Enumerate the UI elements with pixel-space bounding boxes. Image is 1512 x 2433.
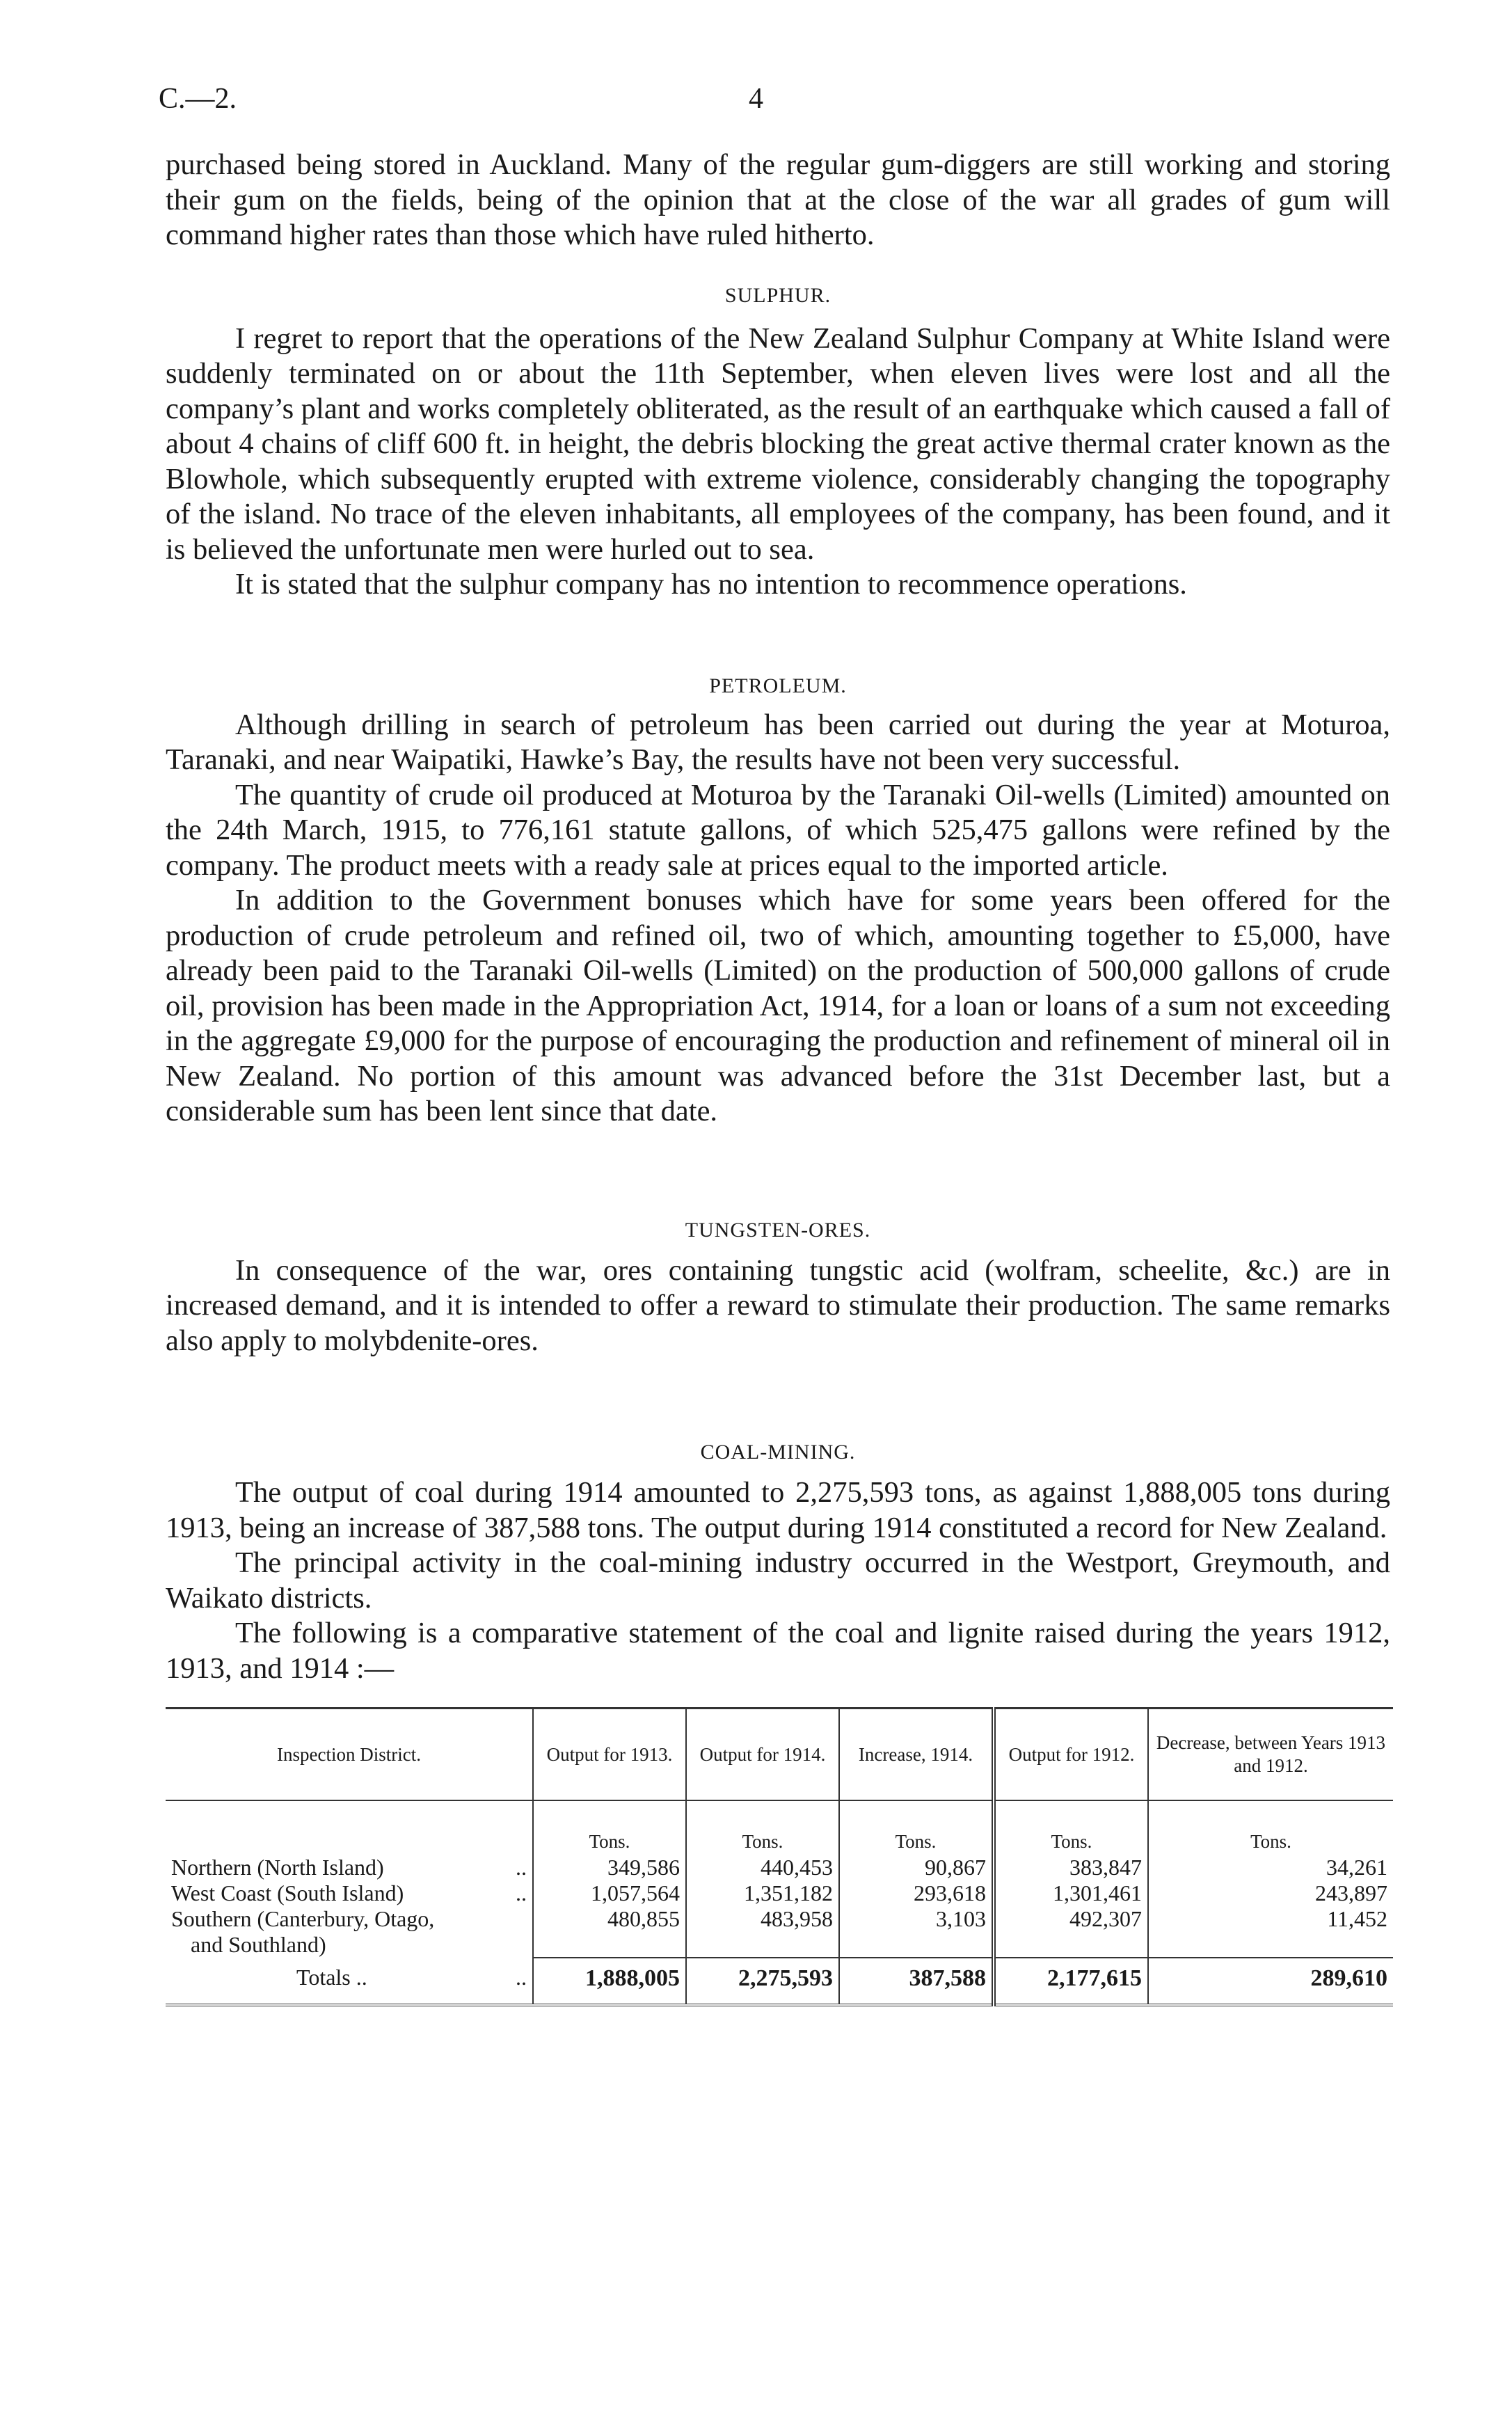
- coal-heading: COAL-MINING.: [700, 1441, 856, 1464]
- coal-paragraph-1: The output of coal during 1914 amounted to 2,275,593 tons, as against 1,888,005 tons during 1913, being an increase of 387,588 tons. The output during 1914 constituted a record for New Zealand.: [166, 1476, 1390, 1544]
- leader-dots: ..: [516, 1965, 527, 1990]
- leader-dots: ..: [516, 1880, 527, 1905]
- cell-decrease: 11,452: [1148, 1906, 1393, 1958]
- total-output-1913: 1,888,005: [533, 1958, 686, 2005]
- cell-increase: 90,867: [839, 1855, 994, 1880]
- district-name: Northern (North Island): [171, 1855, 384, 1880]
- table-row: [166, 1855, 1393, 1880]
- cell-output-1914: 1,351,182: [686, 1880, 839, 1906]
- cell-output-1912: 492,307: [994, 1906, 1148, 1958]
- cell-output-1914: 440,453: [686, 1855, 839, 1880]
- cell-output-1912: 383,847: [994, 1855, 1148, 1880]
- table-row: [166, 1906, 1393, 1958]
- intro-paragraph: purchased being stored in Auckland. Many of the regular gum-diggers are still working and storing their gum on the fields, being of the opinion that at the close of the war all grades of gum will command higher rates than those which have ruled hitherto.: [166, 148, 1390, 251]
- header-output-1912: Output for 1912.: [994, 1709, 1148, 1801]
- totals-label: Totals ..: [296, 1965, 367, 1990]
- header-output-1913: Output for 1913.: [533, 1709, 686, 1801]
- header-increase-1914: Increase, 1914.: [839, 1709, 994, 1801]
- page-number: 4: [749, 83, 763, 115]
- cell-increase: 293,618: [839, 1880, 994, 1906]
- tungsten-heading: TUNGSTEN-ORES.: [685, 1218, 871, 1242]
- unit-label: Tons.: [533, 1800, 686, 1855]
- petroleum-paragraph-2: The quantity of crude oil produced at Moturoa by the Taranaki Oil-wells (Limited) amounted on the 24th March, 1915, to 776,161 statute gallons, of which 525,475 gallons were refined by the company. The product meets with a ready sale at prices equal to the imported article.: [166, 778, 1390, 882]
- cell-increase: 3,103: [839, 1906, 994, 1958]
- document-body: [166, 148, 1390, 2006]
- coal-output-table: [166, 1707, 1393, 2006]
- total-output-1912: 2,177,615: [994, 1958, 1148, 2005]
- cell-output-1913: 480,855: [533, 1906, 686, 1958]
- unit-label: Tons.: [686, 1800, 839, 1855]
- page-header: [159, 82, 1353, 124]
- unit-label: Tons.: [994, 1800, 1148, 1855]
- sulphur-heading: SULPHUR.: [724, 283, 831, 307]
- cell-output-1913: 1,057,564: [533, 1880, 686, 1906]
- cell-output-1914: 483,958: [686, 1906, 839, 1958]
- cell-decrease: 243,897: [1148, 1880, 1393, 1906]
- cell-output-1912: 1,301,461: [994, 1880, 1148, 1906]
- district-name: Southern (Canterbury, Otago,: [171, 1906, 435, 1931]
- cell-decrease: 34,261: [1148, 1855, 1393, 1880]
- header-output-1914: Output for 1914.: [686, 1709, 839, 1801]
- total-increase: 387,588: [839, 1958, 994, 2005]
- petroleum-paragraph-1: Although drilling in search of petroleum has been carried out during the year at Moturoa, Taranaki, and near Waipatiki, Hawke’s Bay, the results have not been very successful.: [166, 708, 1390, 776]
- header-district: Inspection District.: [166, 1709, 533, 1801]
- unit-label: Tons.: [1148, 1800, 1393, 1855]
- cell-output-1913: 349,586: [533, 1855, 686, 1880]
- petroleum-paragraph-3: In addition to the Government bonuses which have for some years been offered for the production of crude petroleum and refined oil, two of which, amounting together to £5,000, have already been paid to the Taranaki Oil-wells (Limited) on the production of 500,000 gallons of crude oil, provision has been made in the Appropriation Act, 1914, for a loan or loans of a sum not exceeding in the aggregate £9,000 for the purpose of encouraging the production and refinement of mineral oil in New Zealand. No portion of this amount was advanced before the 31st December last, but a considerable sum has been lent since that date.: [166, 884, 1390, 1127]
- document-reference: C.—2.: [159, 83, 237, 115]
- coal-paragraph-3: The following is a comparative statement of the coal and lignite raised during the years 1912, 1913, and 1914 :—: [166, 1617, 1390, 1685]
- table-row: [166, 1880, 1393, 1906]
- totals-row: [166, 1958, 1393, 2005]
- leader-dots: ..: [516, 1855, 527, 1880]
- coal-paragraph-2: The principal activity in the coal-mining industry occurred in the Westport, Greymouth, and Waikato districts.: [166, 1546, 1390, 1615]
- tungsten-paragraph-1: In consequence of the war, ores containing tungstic acid (wolfram, scheelite, &c.) are in increased demand, and it is intended to offer a reward to stimulate their production. The same remarks also apply to molybdenite-ores.: [166, 1253, 1390, 1357]
- total-output-1914: 2,275,593: [686, 1958, 839, 2005]
- sulphur-paragraph-2: It is stated that the sulphur company has no intention to recommence operations.: [235, 568, 1187, 601]
- total-decrease: 289,610: [1148, 1958, 1393, 2005]
- table-header-row: [166, 1709, 1393, 1801]
- sulphur-paragraph-1: I regret to report that the operations of the New Zealand Sulphur Company at White Island were suddenly terminated on or about the 11th September, when eleven lives were lost and all the company’s plant and works completely obliterated, as the result of an earthquake which caused a fall of about 4 chains of cliff 600 ft. in height, the debris blocking the great active thermal crater known as the Blowhole, which subsequently erupted with extreme violence, considerably changing the topography of the island. No trace of the eleven inhabitants, all employees of the company, has been found, and it is believed the unfortunate men were hurled out to sea.: [166, 322, 1390, 566]
- petroleum-heading: PETROLEUM.: [709, 674, 847, 697]
- unit-label: Tons.: [839, 1800, 994, 1855]
- district-name: West Coast (South Island): [171, 1880, 404, 1905]
- header-decrease: Decrease, between Years 1913 and 1912.: [1148, 1709, 1393, 1801]
- units-row: [166, 1800, 1393, 1855]
- district-name-continued: and Southland): [191, 1932, 326, 1957]
